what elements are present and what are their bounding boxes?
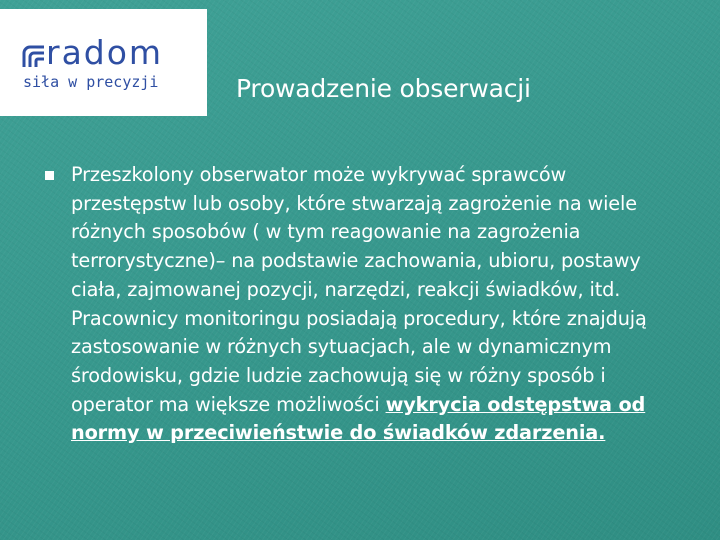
company-logo: [0, 9, 207, 116]
slide-title: Prowadzenie obserwacji: [236, 74, 531, 103]
square-bullet-icon: [45, 171, 54, 180]
bullet-text: [71, 161, 686, 448]
logo-tagline: siła w precyzji: [23, 73, 159, 91]
bullet-text-plain: Przeszkolony obserwator może wykrywać sprawców przestępstw lub osoby, które stwarzają zagrożenie na wiele różnych sposobów ( w tym reagowanie na zagrożenia terrorystyczne)– na podstawie zachowania, ubioru, postawy ciała, zajmowanej pozycji, narzędzi, reakcji świadków, itd. Pracownicy monitoringu posiadają procedury, które znajdują zastosowanie w różnych sytuacjach, ale w dynamicznym środowisku, gdzie ludzie zachowują się w różny sposób i operator ma większe możliwości: [71, 163, 647, 416]
radom-logo-icon: [22, 45, 46, 69]
logo-wordmark: radom: [46, 33, 164, 72]
bullet-text-emphasis: wykrycia odstępstwa od normy w przeciwieństwie do świadków zdarzenia.: [71, 392, 646, 445]
